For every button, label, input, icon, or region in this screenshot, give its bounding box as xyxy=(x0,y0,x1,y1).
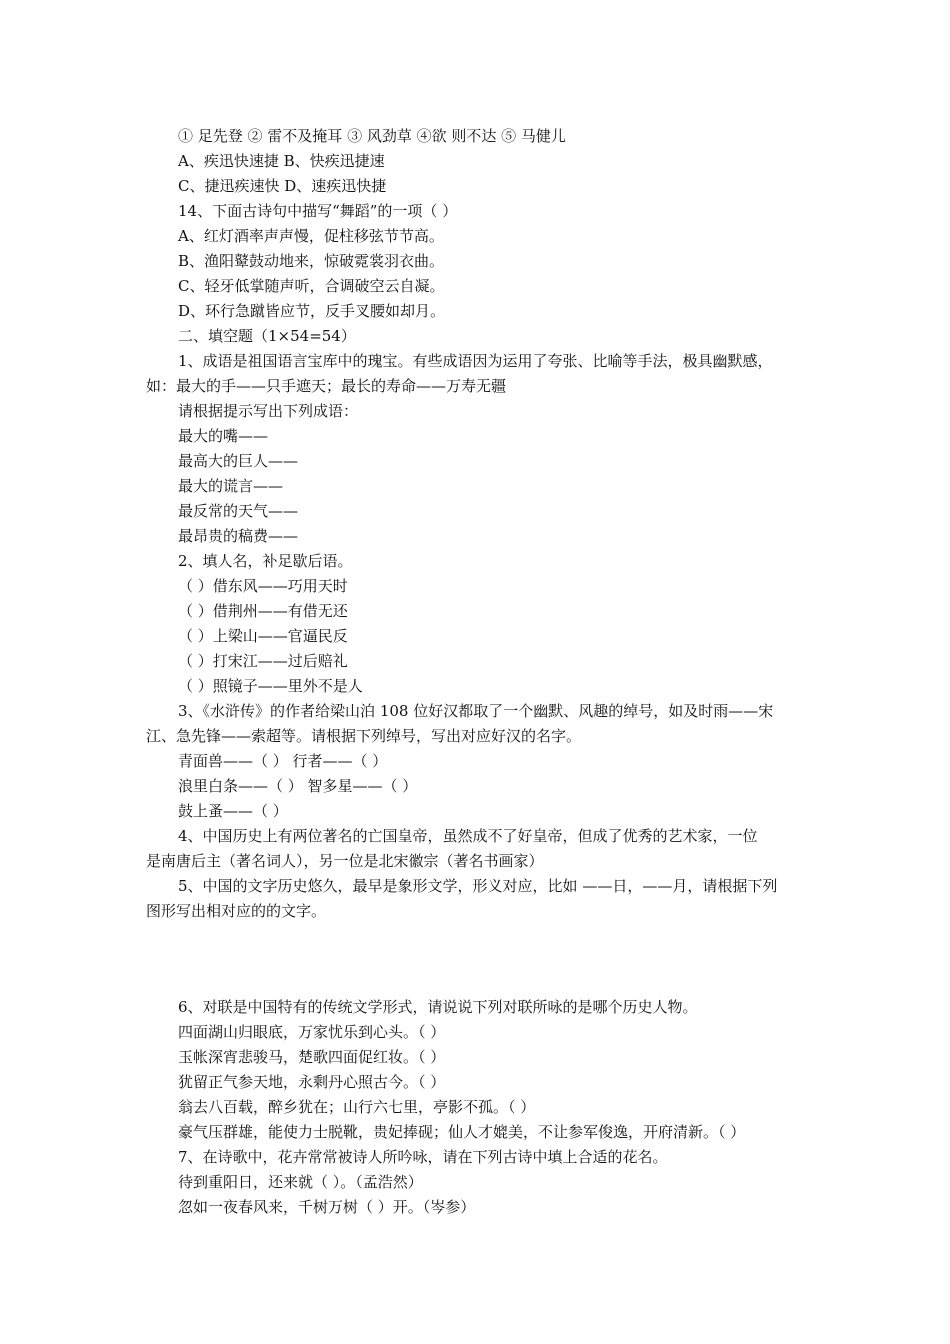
text-line: （ ）打宋江——过后赔礼 xyxy=(178,652,348,670)
text-line: 豪气压群雄，能使力士脱靴，贵妃捧砚；仙人才媲美，不让参军俊逸，开府清新。（ ） xyxy=(178,1123,746,1141)
text-line: 忽如一夜春风来，千树万树（ ）开。（岑参） xyxy=(178,1198,476,1216)
text-line: B、渔阳鼙鼓动地来，惊破霓裳羽衣曲。 xyxy=(178,252,445,270)
question-heading: 5、中国的文字历史悠久，最早是象形文学，形义对应，比如 ——日，——月，请根据下列 xyxy=(178,877,778,895)
question-heading: 2、填人名，补足歇后语。 xyxy=(178,552,353,570)
text-line: C、捷迅疾速快 D、速疾迅快捷 xyxy=(178,177,387,195)
text-line: 翁去八百载，醉乡犹在；山行六七里，亭影不孤。（ ） xyxy=(178,1098,536,1116)
text-line: 最昂贵的稿费—— xyxy=(178,527,299,545)
text-line: 是南唐后主（著名词人），另一位是北宋徽宗（著名书画家） xyxy=(146,852,544,870)
text-line: 待到重阳日，还来就（ ）。（孟浩然） xyxy=(178,1173,423,1191)
text-line: 图形写出相对应的的文字。 xyxy=(146,902,327,920)
question-heading: 14、下面古诗句中描写“舞蹈”的一项（ ） xyxy=(178,202,458,220)
text-line: C、轻牙低掌随声听，合调破空云自凝。 xyxy=(178,277,445,295)
text-line: （ ）上梁山——官逼民反 xyxy=(178,627,348,645)
text-line: 最大的嘴—— xyxy=(178,427,269,445)
question-heading: 1、成语是祖国语言宝库中的瑰宝。有些成语因为运用了夸张、比喻等手法，极具幽默感， xyxy=(178,352,773,370)
text-line: D、环行急蹴皆应节，反手叉腰如却月。 xyxy=(178,302,446,320)
text-line: 最反常的天气—— xyxy=(178,502,299,520)
text-line: 浪里白条——（ ） 智多星——（ ） xyxy=(178,777,418,795)
text-line: 最大的谎言—— xyxy=(178,477,284,495)
text-line: （ ）借荆州——有借无还 xyxy=(178,602,348,620)
question-heading: 6、对联是中国特有的传统文学形式，请说说下列对联所咏的是哪个历史人物。 xyxy=(178,998,698,1016)
text-line: 请根据提示写出下列成语： xyxy=(178,402,359,420)
text-line: （ ）照镜子——里外不是人 xyxy=(178,677,363,695)
text-line: ① 足先登 ② 雷不及掩耳 ③ 风劲草 ④欲 则不达 ⑤ 马健儿 xyxy=(178,127,566,145)
text-line: 最高大的巨人—— xyxy=(178,452,299,470)
text-line: （ ）借东风——巧用天时 xyxy=(178,577,348,595)
text-line: 四面湖山归眼底，万家忧乐到心头。（ ） xyxy=(178,1023,446,1041)
section-heading: 二、填空题（1×54=54） xyxy=(178,327,356,345)
text-line: A、疾迅快速捷 B、快疾迅捷速 xyxy=(178,152,385,170)
text-line: 青面兽——（ ） 行者——（ ） xyxy=(178,752,388,770)
text-line: 玉帐深宵悲骏马，楚歌四面促红妆。（ ） xyxy=(178,1048,446,1066)
question-heading: 3、《水浒传》的作者给梁山泊 108 位好汉都取了一个幽默、风趣的绰号，如及时雨——宋 xyxy=(178,702,774,720)
text-line: A、红灯酒率声声慢，促柱移弦节节高。 xyxy=(178,227,444,245)
question-heading: 7、在诗歌中，花卉常常被诗人所吟咏，请在下列古诗中填上合适的花名。 xyxy=(178,1148,668,1166)
question-heading: 4、中国历史上有两位著名的亡国皇帝，虽然成不了好皇帝，但成了优秀的艺术家，一位 xyxy=(178,827,758,845)
text-line: 江、急先锋——索超等。请根据下列绰号，写出对应好汉的名字。 xyxy=(146,727,582,745)
text-line: 犹留正气参天地，永剩丹心照古今。（ ） xyxy=(178,1073,446,1091)
blank-space xyxy=(146,926,806,992)
text-line: 鼓上蚤——（ ） xyxy=(178,802,288,820)
text-line: 如：最大的手——只手遮天；最长的寿命——万寿无疆 xyxy=(146,377,507,395)
